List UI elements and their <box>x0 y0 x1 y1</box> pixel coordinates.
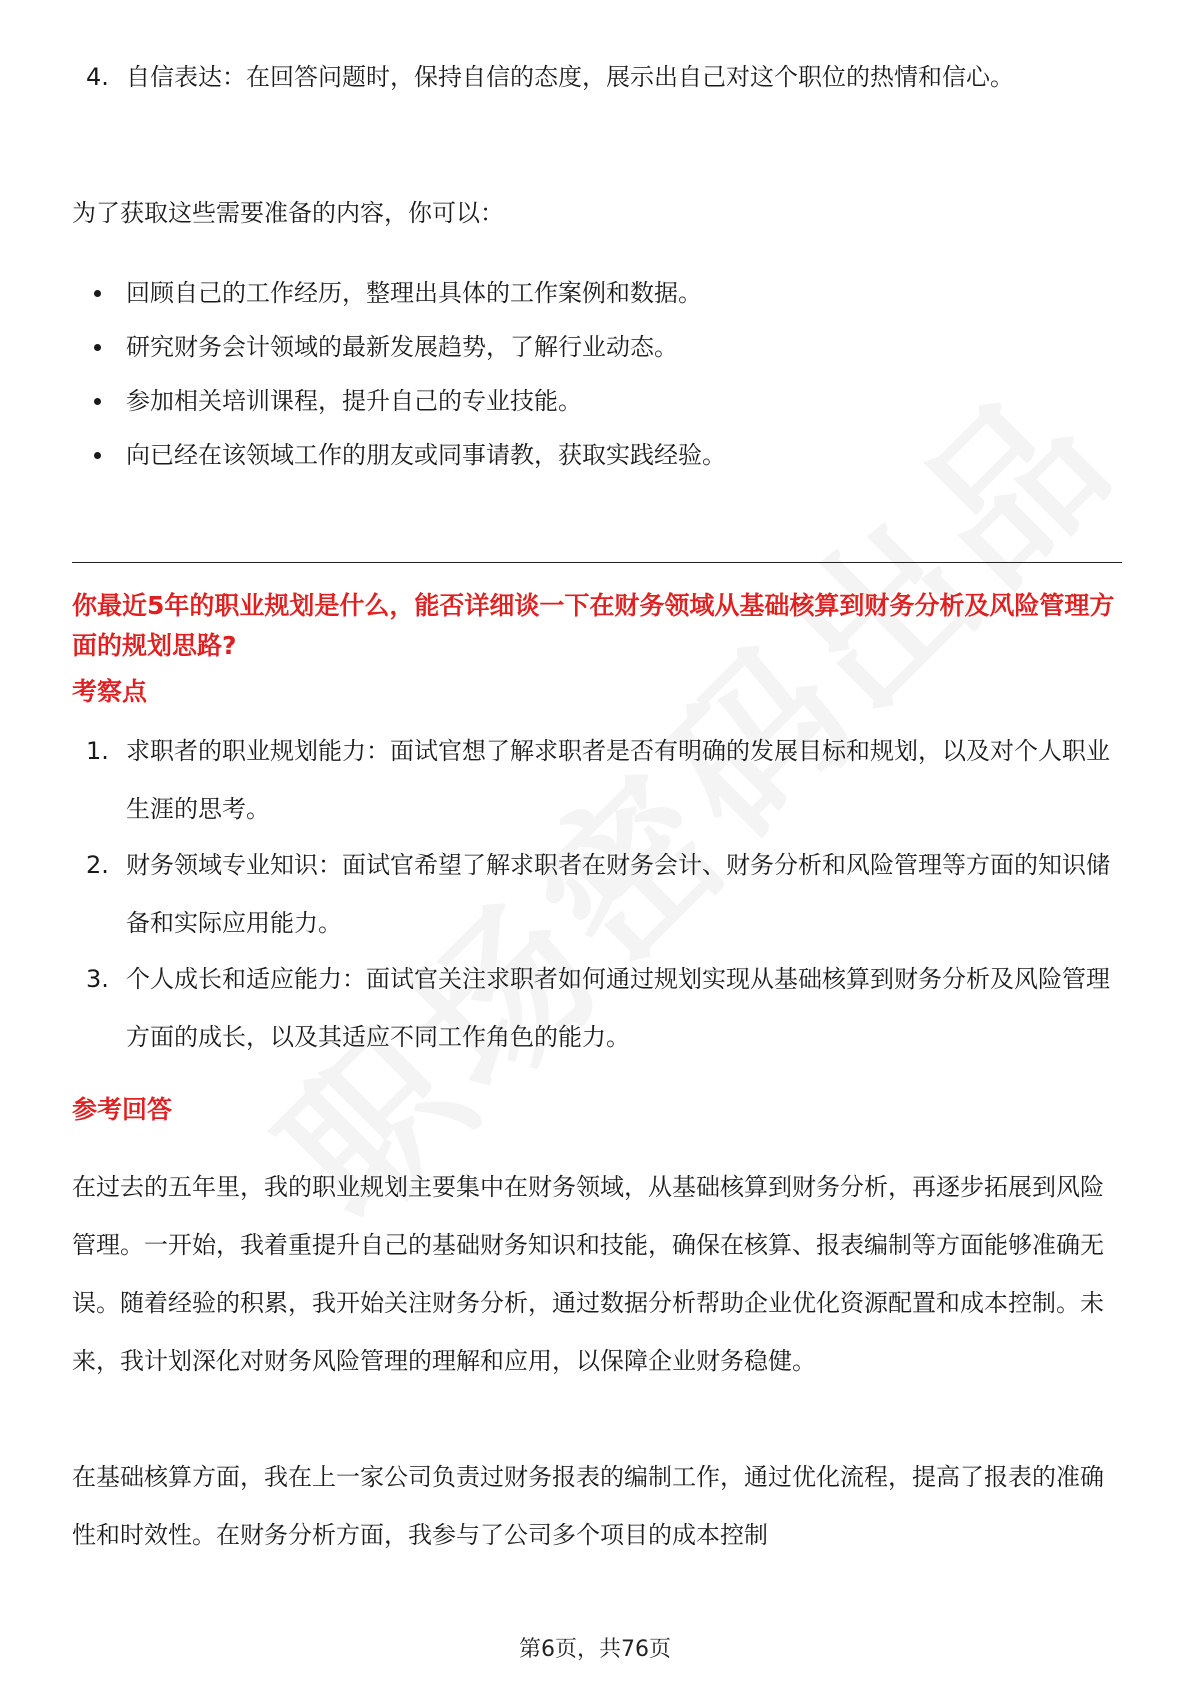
list-number: 4. <box>86 63 109 91</box>
answer-paragraph: 在过去的五年里，我的职业规划主要集中在财务领域，从基础核算到财务分析，再逐步拓展到风险管理。一开始，我着重提升自己的基础财务知识和技能，确保在核算、报表编制等方面能够准确无误。随着经验的积累，我开始关注财务分析，通过数据分析帮助企业优化资源配置和成本控制。未来，我计划深化对财务风险管理的理解和应用，以保障企业财务稳健。 <box>72 1173 1104 1375</box>
point-item-3 <box>86 950 1122 1066</box>
bullet-icon <box>94 290 101 297</box>
list-text: 个人成长和适应能力：面试官关注求职者如何通过规划实现从基础核算到财务分析及风险管理方面的成长，以及其适应不同工作角色的能力。 <box>126 965 1110 1051</box>
bullet-text: 参加相关培训课程，提升自己的专业技能。 <box>126 387 582 415</box>
bullet-icon <box>94 344 101 351</box>
points-heading: 考察点 <box>72 677 148 706</box>
bullet-item <box>98 318 1118 376</box>
bullet-icon <box>94 452 101 459</box>
list-text: 自信表达：在回答问题时，保持自信的态度，展示出自己对这个职位的热情和信心。 <box>126 63 1014 91</box>
list-text: 求职者的职业规划能力：面试官想了解求职者是否有明确的发展目标和规划，以及对个人职业生涯的思考。 <box>126 737 1110 823</box>
intro-paragraph: 为了获取这些需要准备的内容，你可以： <box>72 199 504 227</box>
list-text: 财务领域专业知识：面试官希望了解求职者在财务会计、财务分析和风险管理等方面的知识储备和实际应用能力。 <box>126 851 1110 937</box>
section-divider <box>72 562 1122 563</box>
bullet-item <box>98 264 1118 322</box>
bullet-item <box>98 372 1118 430</box>
list-number: 2. <box>86 851 109 879</box>
list-item-4 <box>86 48 1122 106</box>
point-item-1 <box>86 722 1122 838</box>
list-number: 3. <box>86 965 109 993</box>
bullet-text: 回顾自己的工作经历，整理出具体的工作案例和数据。 <box>126 279 702 307</box>
bullet-item <box>98 426 1118 484</box>
bullet-icon <box>94 398 101 405</box>
point-item-2 <box>86 836 1122 952</box>
bullet-text: 研究财务会计领域的最新发展趋势，了解行业动态。 <box>126 333 678 361</box>
answer-paragraph: 在基础核算方面，我在上一家公司负责过财务报表的编制工作，通过优化流程，提高了报表的准确性和时效性。在财务分析方面，我参与了公司多个项目的成本控制 <box>72 1463 1104 1549</box>
question-heading: 你最近5年的职业规划是什么，能否详细谈一下在财务领域从基础核算到财务分析及风险管理方面的规划思路? <box>72 591 1115 660</box>
answer-heading: 参考回答 <box>72 1095 173 1124</box>
list-number: 1. <box>86 737 109 765</box>
page-footer: 第6页，共76页 <box>519 1637 671 1662</box>
bullet-text: 向已经在该领域工作的朋友或同事请教，获取实践经验。 <box>126 441 726 469</box>
